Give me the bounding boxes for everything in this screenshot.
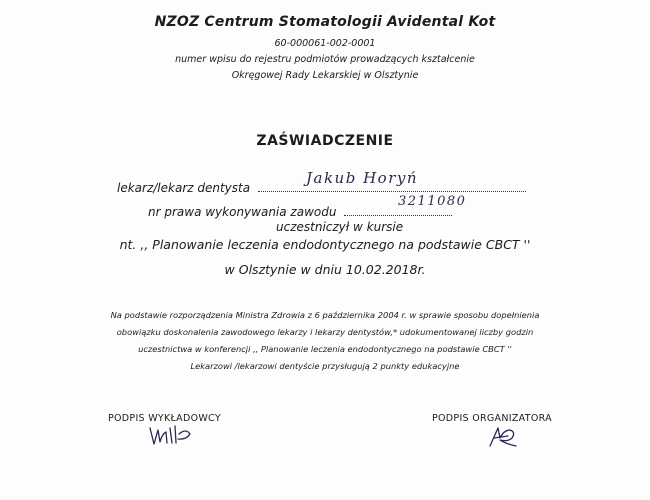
- lecturer-signature: [148, 424, 194, 448]
- legal-line-3: uczestnictwa w konferencji ,, Planowanie leczenia endodontycznego na podstawie CBCT '': [138, 344, 512, 354]
- lecturer-signature-label: PODPIS WYKŁADOWCY: [108, 413, 221, 424]
- legal-notice: [30, 307, 620, 375]
- registration-chamber: Okręgowej Rady Lekarskiej w Olsztynie: [231, 70, 419, 81]
- registration-description: numer wpisu do rejestru podmiotów prowadzących kształcenie: [175, 54, 475, 65]
- organizer-signature: [486, 424, 520, 450]
- place-and-date: w Olsztynie w dniu 10.02.2018r.: [224, 262, 426, 277]
- document-title: ZAŚWIADCZENIE: [256, 133, 394, 149]
- organizer-signature-label: PODPIS ORGANIZATORA: [432, 413, 552, 424]
- license-number-handwritten: 3211080: [398, 194, 467, 209]
- organization-name: NZOZ Centrum Stomatologii Avidental Kot: [154, 14, 496, 30]
- registration-number: 60-000061-002-0001: [274, 38, 376, 49]
- course-topic: nt. ,, Planowanie leczenia endodontycznego na podstawie CBCT '': [119, 237, 531, 252]
- participation-text: uczestniczył w kursie: [276, 220, 404, 234]
- legal-line-4: Lekarzowi /lekarzowi dentyście przysługują 2 punkty edukacyjne: [190, 361, 460, 371]
- license-label: nr prawa wykonywania zawodu: [148, 205, 337, 219]
- profession-label: lekarz/lekarz dentysta: [117, 181, 251, 195]
- participant-name-handwritten: Jakub Horyń: [306, 169, 418, 187]
- legal-line-1: Na podstawie rozporządzenia Ministra Zdrowia z 6 października 2004 r. w sprawie sposobu dopełnienia: [110, 310, 540, 320]
- legal-line-2: obowiązku doskonalenia zawodowego lekarzy i lekarzy dentystów,* udokumentowanej liczby godzin: [116, 327, 534, 337]
